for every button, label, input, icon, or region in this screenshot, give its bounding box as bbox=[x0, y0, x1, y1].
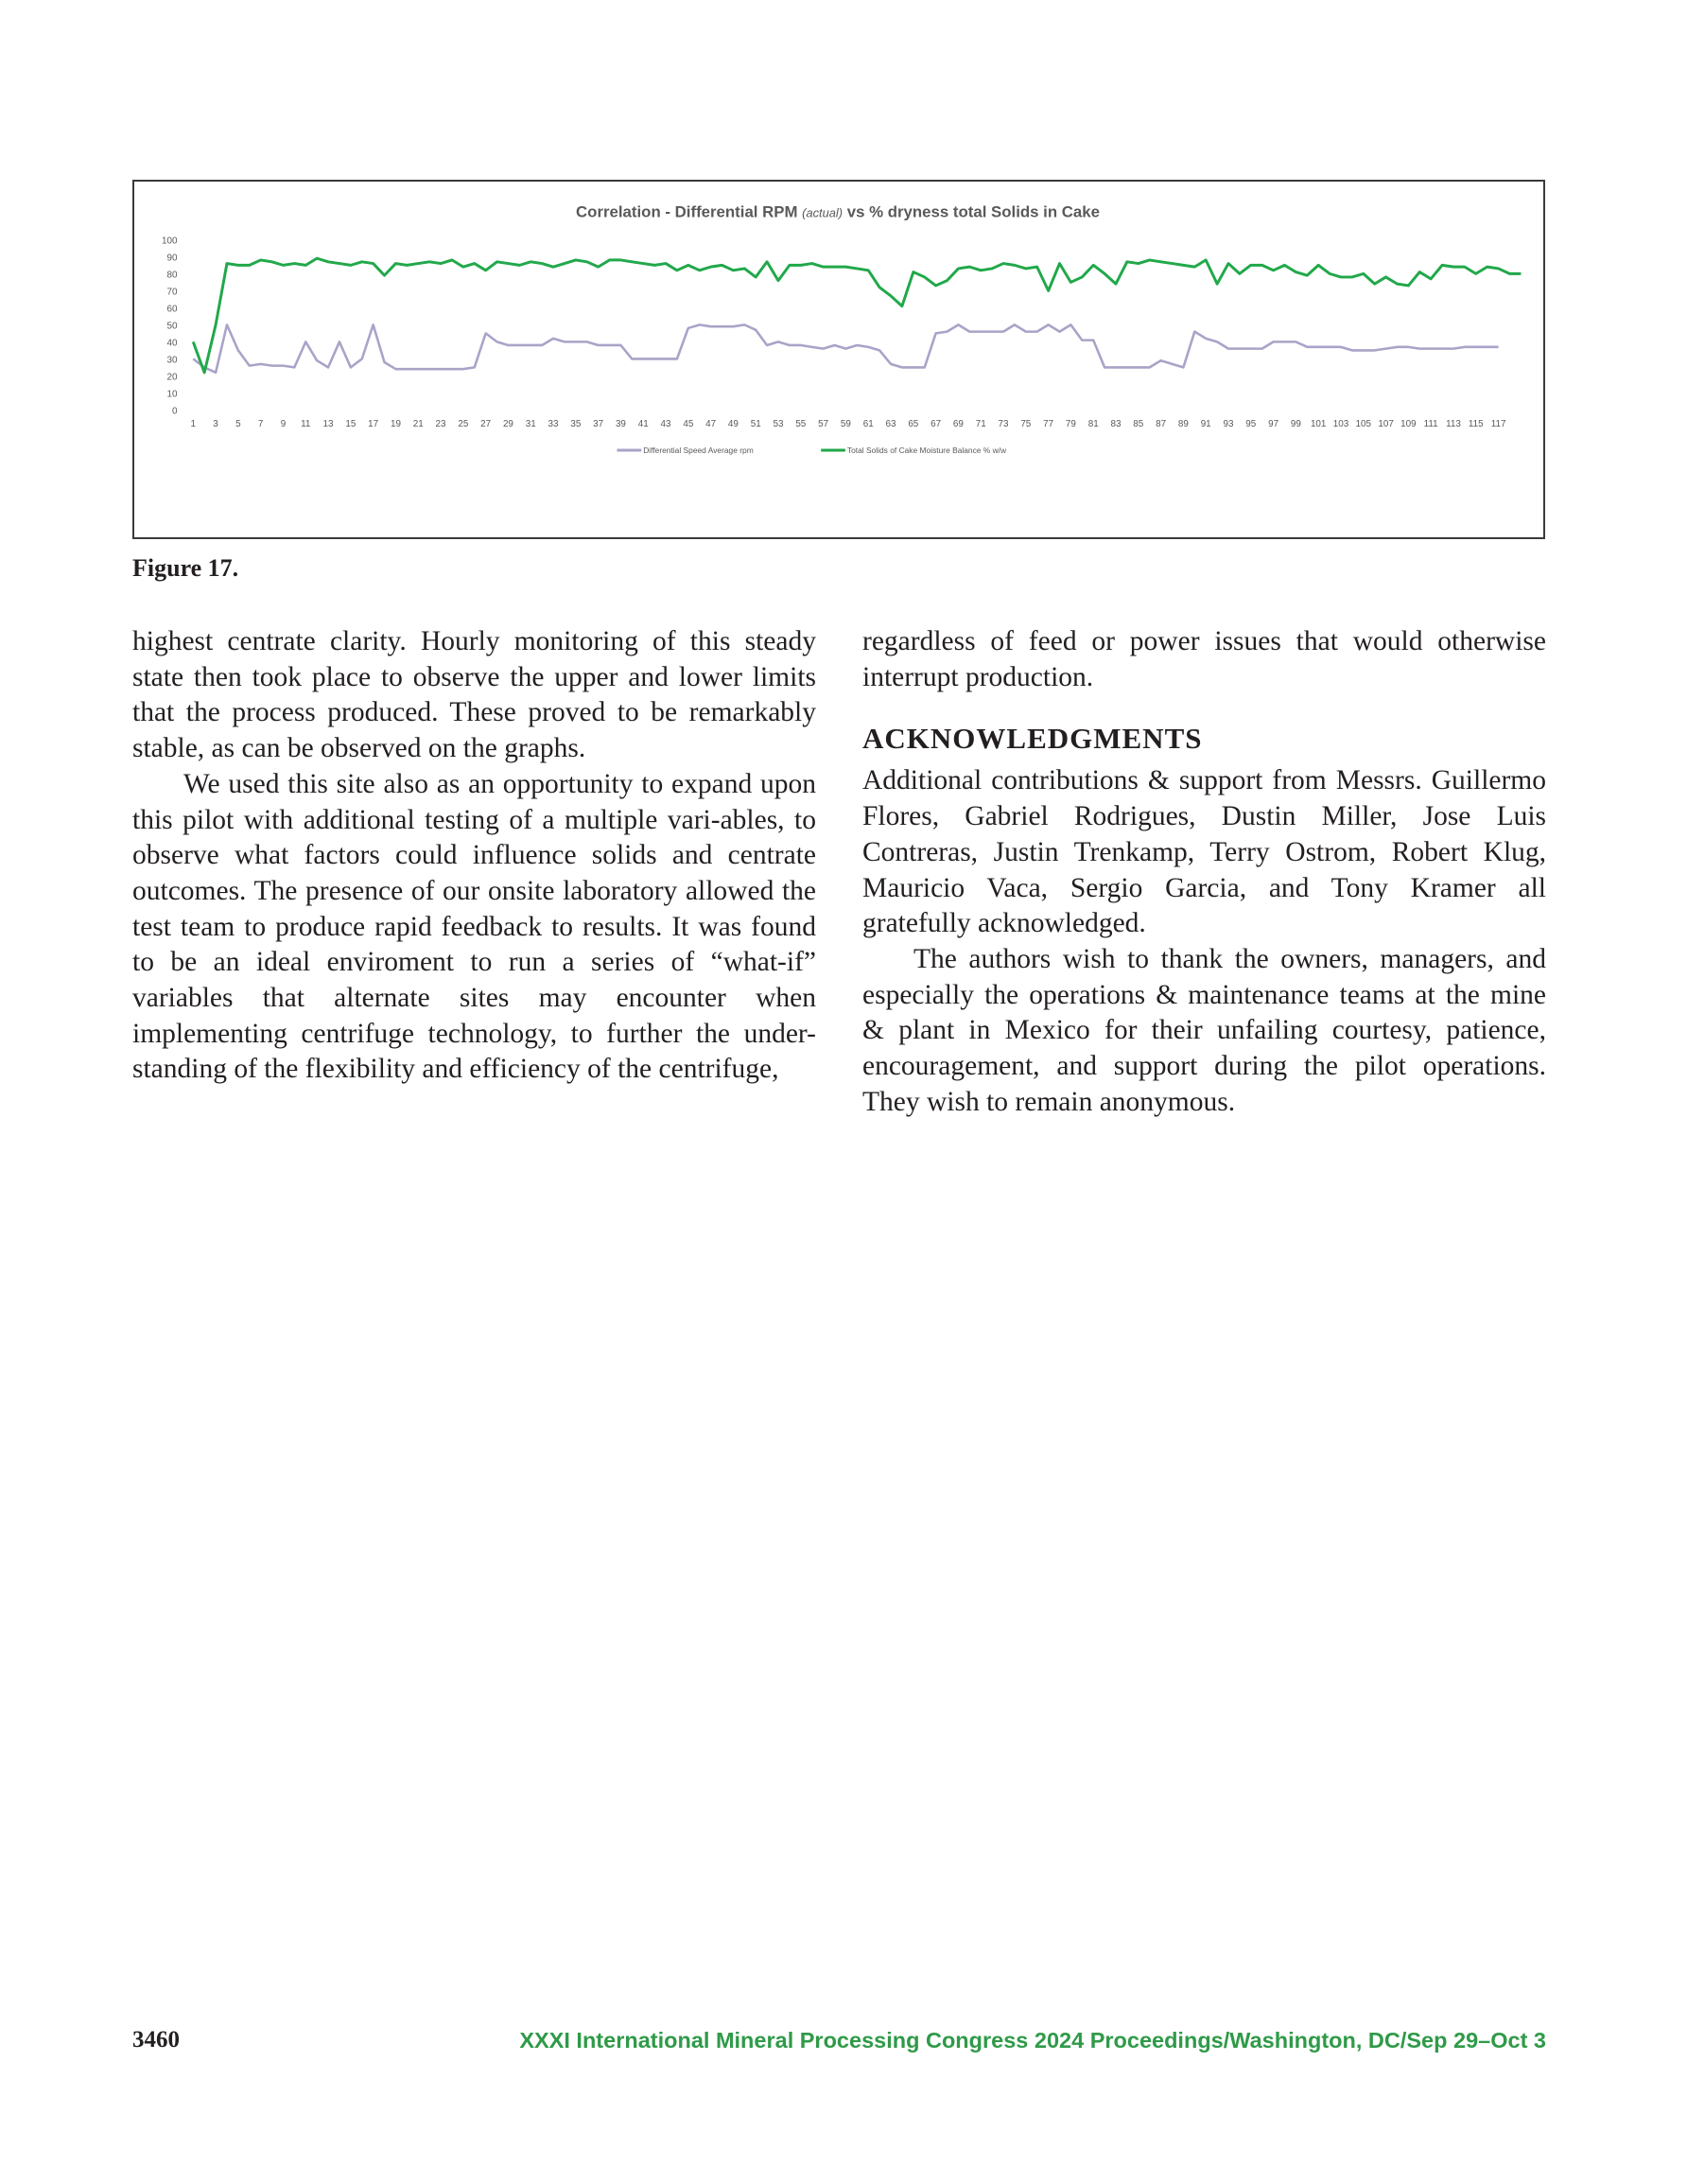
x-tick-label: 101 bbox=[1310, 419, 1327, 430]
x-tick-label: 45 bbox=[683, 419, 694, 430]
x-tick-label: 39 bbox=[615, 419, 626, 430]
x-tick-label: 85 bbox=[1133, 419, 1144, 430]
x-tick-label: 25 bbox=[458, 419, 469, 430]
x-tick-label: 5 bbox=[235, 419, 241, 430]
x-tick-label: 59 bbox=[840, 419, 851, 430]
chart-legend bbox=[617, 446, 1007, 455]
x-tick-label: 63 bbox=[885, 419, 896, 430]
x-tick-label: 19 bbox=[390, 419, 401, 430]
x-tick-label: 79 bbox=[1065, 419, 1076, 430]
y-tick-label: 20 bbox=[166, 372, 178, 383]
x-tick-label: 89 bbox=[1177, 419, 1189, 430]
x-tick-label: 41 bbox=[637, 419, 649, 430]
x-tick-label: 105 bbox=[1355, 419, 1372, 430]
correlation-line-chart bbox=[134, 182, 1543, 537]
x-tick-label: 93 bbox=[1223, 419, 1234, 430]
y-tick-label: 40 bbox=[166, 338, 178, 349]
chart-title-rest: vs % dryness total Solids in Cake bbox=[846, 202, 1100, 221]
x-axis-tick-labels bbox=[191, 419, 1506, 429]
acknowledgments-paragraph-1: Additional contributions & support from Messrs. Guillermo Flores, Gabriel Rodrigues, Dustin Miller, Jose Luis Contreras, Justin Trenkamp, Terry Ostrom, Robert Klug, Mauricio Vaca, Sergio Garcia, and Tony Kramer all gratefully acknowledged. bbox=[862, 765, 1547, 939]
body-paragraph-1: highest centrate clarity. Hourly monitoring of this steady state then took place to observe the upper and lower limits that the process produced. These proved to be remarkably stable, as can be observed on the graphs. bbox=[132, 626, 816, 764]
x-tick-label: 77 bbox=[1043, 419, 1054, 430]
x-tick-label: 3 bbox=[213, 419, 218, 430]
y-tick-label: 30 bbox=[166, 355, 178, 366]
series-line-total-solids bbox=[193, 258, 1521, 373]
x-tick-label: 7 bbox=[257, 419, 264, 430]
y-tick-label: 70 bbox=[166, 287, 178, 298]
x-tick-label: 97 bbox=[1268, 419, 1279, 430]
x-tick-label: 43 bbox=[660, 419, 671, 430]
acknowledgments-paragraph-2: The authors wish to thank the owners, managers, and especially the operations & maintenance teams at the mine & plant in Mexico for their unfailing courtesy, patience, encouragement, and support during the pilot operations. They wish to remain anonymous. bbox=[862, 943, 1546, 1117]
x-tick-label: 65 bbox=[908, 419, 919, 430]
left-column bbox=[132, 624, 816, 1088]
x-tick-label: 9 bbox=[280, 419, 287, 430]
acknowledgments-heading: ACKNOWLEDGMENTS bbox=[862, 722, 1203, 756]
chart-series-lines bbox=[193, 258, 1521, 373]
x-tick-label: 109 bbox=[1400, 419, 1417, 430]
x-tick-label: 11 bbox=[301, 419, 311, 430]
y-tick-label: 10 bbox=[166, 389, 178, 400]
body-paragraph-continued: regardless of feed or power issues that would otherwise interrupt production. bbox=[862, 626, 1546, 692]
x-tick-label: 47 bbox=[705, 419, 717, 430]
x-tick-label: 81 bbox=[1087, 419, 1099, 430]
y-tick-label: 80 bbox=[166, 270, 178, 281]
x-tick-label: 1 bbox=[190, 419, 197, 430]
x-tick-label: 51 bbox=[750, 419, 761, 430]
legend-entry-label: Total Solids of Cake Moisture Balance % w/w bbox=[846, 445, 1007, 455]
x-tick-label: 57 bbox=[818, 419, 829, 430]
body-paragraph-2: We used this site also as an opportunity to expand upon this pilot with additional testing of a multiple vari-ables, to observe what factors could influence solids and centrate outcomes. The presence of our onsite laboratory allowed the test team to produce rapid feedback to results. It was found to be an ideal enviroment to run a series of “what-if” variables that alternate sites may encounter when implementing centrifuge technology, to further the under-standing of the flexibility and efficiency of the centrifuge, bbox=[132, 768, 817, 1085]
x-tick-label: 91 bbox=[1200, 419, 1211, 430]
x-tick-label: 13 bbox=[322, 419, 334, 430]
x-tick-label: 31 bbox=[525, 419, 536, 430]
right-column bbox=[862, 624, 1546, 1120]
y-tick-label: 90 bbox=[166, 253, 178, 264]
x-tick-label: 61 bbox=[862, 419, 874, 430]
x-tick-label: 107 bbox=[1378, 419, 1394, 430]
y-axis-tick-labels bbox=[162, 236, 178, 416]
chart-title bbox=[576, 203, 1100, 221]
x-tick-label: 15 bbox=[345, 419, 357, 430]
x-tick-label: 99 bbox=[1290, 419, 1301, 430]
x-tick-label: 73 bbox=[998, 419, 1009, 430]
y-tick-label: 60 bbox=[166, 304, 178, 315]
x-tick-label: 103 bbox=[1332, 419, 1349, 430]
x-tick-label: 69 bbox=[952, 419, 964, 430]
x-tick-label: 115 bbox=[1468, 419, 1484, 430]
x-tick-label: 29 bbox=[502, 419, 513, 430]
series-line-differential-speed bbox=[193, 324, 1498, 372]
x-tick-label: 55 bbox=[795, 419, 807, 430]
x-tick-label: 37 bbox=[593, 419, 604, 430]
x-tick-label: 17 bbox=[368, 419, 379, 430]
x-tick-label: 27 bbox=[480, 419, 492, 430]
y-tick-label: 50 bbox=[166, 321, 178, 332]
x-tick-label: 67 bbox=[930, 419, 942, 430]
chart-title-main: Correlation - Differential RPM bbox=[576, 202, 798, 221]
x-tick-label: 83 bbox=[1110, 419, 1122, 430]
y-tick-label: 100 bbox=[161, 236, 178, 247]
y-tick-label: 0 bbox=[171, 406, 178, 417]
x-tick-label: 35 bbox=[570, 419, 582, 430]
figure-17-chart-frame bbox=[132, 180, 1545, 539]
x-tick-label: 33 bbox=[548, 419, 559, 430]
x-tick-label: 111 bbox=[1423, 419, 1438, 430]
x-tick-label: 117 bbox=[1490, 419, 1506, 430]
page-number: 3460 bbox=[132, 2027, 180, 2053]
x-tick-label: 53 bbox=[773, 419, 784, 430]
x-tick-label: 21 bbox=[412, 419, 424, 430]
figure-caption: Figure 17. bbox=[132, 554, 239, 582]
chart-title-actual: (actual) bbox=[802, 205, 844, 220]
running-footer: XXXI International Mineral Processing Congress 2024 Proceedings/Washington, DC/Sep 29–Oct 3 bbox=[519, 2028, 1546, 2053]
x-tick-label: 49 bbox=[727, 419, 739, 430]
x-tick-label: 23 bbox=[435, 419, 446, 430]
legend-entry-label: Differential Speed Average rpm bbox=[643, 445, 754, 455]
x-tick-label: 71 bbox=[975, 419, 986, 430]
x-tick-label: 95 bbox=[1245, 419, 1257, 430]
x-tick-label: 113 bbox=[1446, 419, 1461, 430]
x-tick-label: 87 bbox=[1156, 419, 1167, 430]
x-tick-label: 75 bbox=[1020, 419, 1032, 430]
